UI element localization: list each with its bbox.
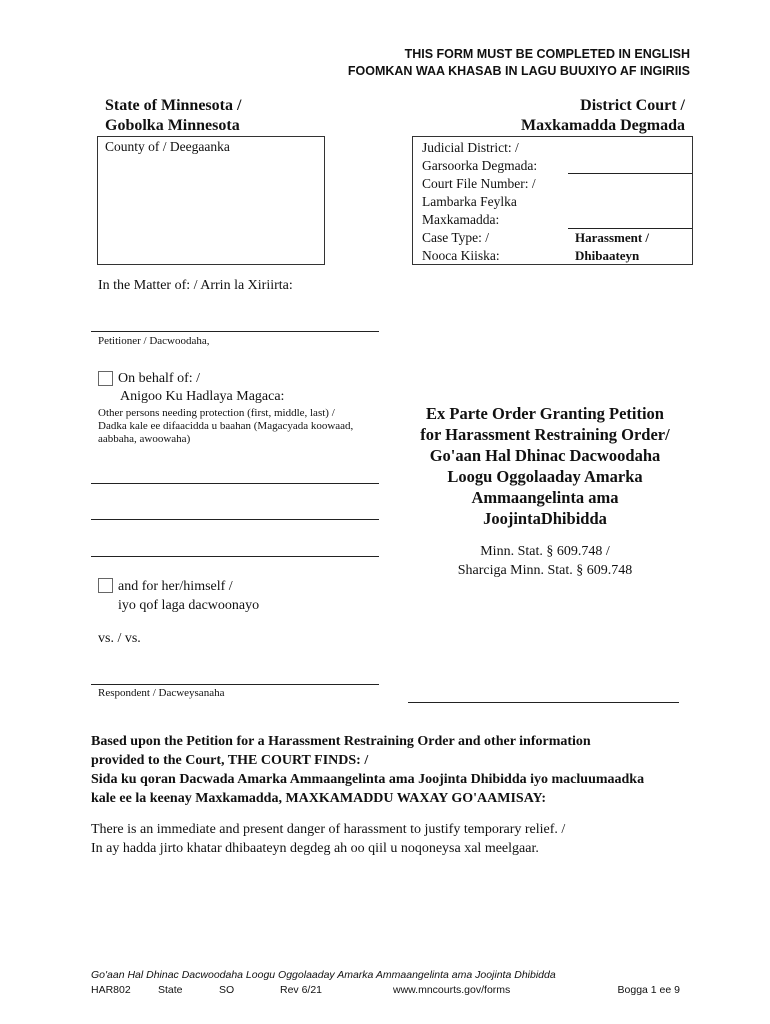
judicial-district-line-2: Garsoorka Degmada: xyxy=(422,158,538,173)
footer-title: Go'aan Hal Dhinac Dacwoodaha Loogu Oggolaaday Amarka Ammaangelinta ama Joojinta Dhibidda xyxy=(91,969,556,981)
danger-line-1: There is an immediate and present danger of harassment to justify temporary relief. / xyxy=(91,822,566,837)
self-label xyxy=(118,577,259,615)
title-line-1: Ex Parte Order Granting Petition xyxy=(426,404,664,423)
header-line-somali: FOOMKAN WAA KHASAB IN LAGU BUUXIYO AF INGIRIIS xyxy=(347,64,690,78)
self-line-1: and for her/himself / xyxy=(118,579,233,594)
court-info-box xyxy=(412,136,693,265)
title-line-6: JoojintaDhibidda xyxy=(483,509,607,528)
title-line-4: Loogu Oggolaaday Amarka xyxy=(447,467,643,486)
document-title xyxy=(400,403,690,529)
on-behalf-note-3: aabbaha, awoowaha) xyxy=(98,433,191,445)
self-line-2: iyo qof laga dacwoonayo xyxy=(118,598,260,613)
protected-person-field-2[interactable] xyxy=(91,519,379,520)
state-line-2: Gobolka Minnesota xyxy=(105,117,240,134)
danger-finding xyxy=(91,820,565,858)
title-line-3: Go'aan Hal Dhinac Dacwoodaha xyxy=(429,446,661,465)
findings-line-4: kale ee la keenay Maxkamadda, MAXKAMADDU WAXAY GO'AAMISAY: xyxy=(91,791,547,806)
footer-rev: Rev 6/21 xyxy=(280,984,323,996)
court-line-1: District Court / xyxy=(580,97,685,114)
on-behalf-note-2: Dadka kale ee difaacidda u baahan (Magacyada koowaad, xyxy=(98,420,354,432)
footer-state: State xyxy=(158,984,183,996)
title-line-5: Ammaangelinta ama xyxy=(471,488,619,507)
respondent-name-field[interactable] xyxy=(91,684,379,685)
footer-so: SO xyxy=(219,984,235,996)
self-checkbox[interactable] xyxy=(98,578,113,593)
signature-line[interactable] xyxy=(408,702,679,703)
file-number-line-1: Court File Number: / xyxy=(422,176,536,191)
findings-line-1: Based upon the Petition for a Harassment Restraining Order and other information xyxy=(91,734,591,749)
judicial-district-label xyxy=(422,139,537,175)
danger-line-2: In ay hadda jirto khatar dhibaateyn degdeg ah oo qiil u noqoneysa xal meelgaar. xyxy=(91,841,539,856)
statute-citation xyxy=(400,542,690,580)
respondent-label: Respondent / Dacweysanaha xyxy=(98,687,225,699)
on-behalf-line-2: Anigoo Ku Hadlaya Magaca: xyxy=(120,389,285,404)
file-number-label xyxy=(422,175,536,229)
footer-page: Bogga 1 ee 9 xyxy=(617,984,680,996)
state-line-1: State of Minnesota / xyxy=(105,97,242,114)
case-type-value xyxy=(575,229,649,265)
on-behalf-note xyxy=(98,407,378,446)
on-behalf-line-1: On behalf of: / xyxy=(118,371,201,386)
court-findings xyxy=(91,732,644,808)
title-line-2: for Harassment Restraining Order/ xyxy=(420,425,670,444)
court-line-2: Maxkamadda Degmada xyxy=(520,117,685,134)
statute-line-1: Minn. Stat. § 609.748 / xyxy=(480,544,610,559)
footer-url[interactable]: www.mncourts.gov/forms xyxy=(393,984,511,996)
form-header xyxy=(348,46,690,80)
on-behalf-note-1: Other persons needing protection (first, middle, last) / xyxy=(98,407,335,419)
vs-label: vs. / vs. xyxy=(98,631,141,646)
file-number-line-3: Maxkamadda: xyxy=(422,212,500,227)
case-type-value-2: Dhibaateyn xyxy=(575,248,640,263)
judicial-district-line-1: Judicial District: / xyxy=(422,140,519,155)
case-type-line-2: Nooca Kiiska: xyxy=(422,248,500,263)
on-behalf-checkbox[interactable] xyxy=(98,371,113,386)
case-type-value-1: Harassment / xyxy=(575,230,650,245)
state-label xyxy=(105,96,241,136)
protected-person-field-3[interactable] xyxy=(91,556,379,557)
header-line-english: THIS FORM MUST BE COMPLETED IN ENGLISH xyxy=(404,47,690,61)
court-label xyxy=(521,96,685,136)
petitioner-label: Petitioner / Dacwoodaha, xyxy=(98,335,210,347)
protected-person-field-1[interactable] xyxy=(91,483,379,484)
petitioner-name-field[interactable] xyxy=(91,331,379,332)
findings-line-3: Sida ku qoran Dacwada Amarka Ammaangelinta ama Joojinta Dhibidda iyo macluumaadka xyxy=(91,772,645,787)
findings-line-2: provided to the Court, THE COURT FINDS: / xyxy=(91,753,369,768)
statute-line-2: Sharciga Minn. Stat. § 609.748 xyxy=(457,563,633,578)
judicial-district-field[interactable] xyxy=(568,173,692,174)
county-box[interactable] xyxy=(97,136,325,265)
on-behalf-label xyxy=(118,370,284,406)
county-label: County of / Deegaanka xyxy=(105,139,230,154)
matter-label: In the Matter of: / Arrin la Xiriirta: xyxy=(98,278,293,293)
file-number-line-2: Lambarka Feylka xyxy=(422,194,517,209)
footer-code: HAR802 xyxy=(91,984,131,996)
case-type-line-1: Case Type: / xyxy=(422,230,490,245)
case-type-label xyxy=(422,229,500,265)
